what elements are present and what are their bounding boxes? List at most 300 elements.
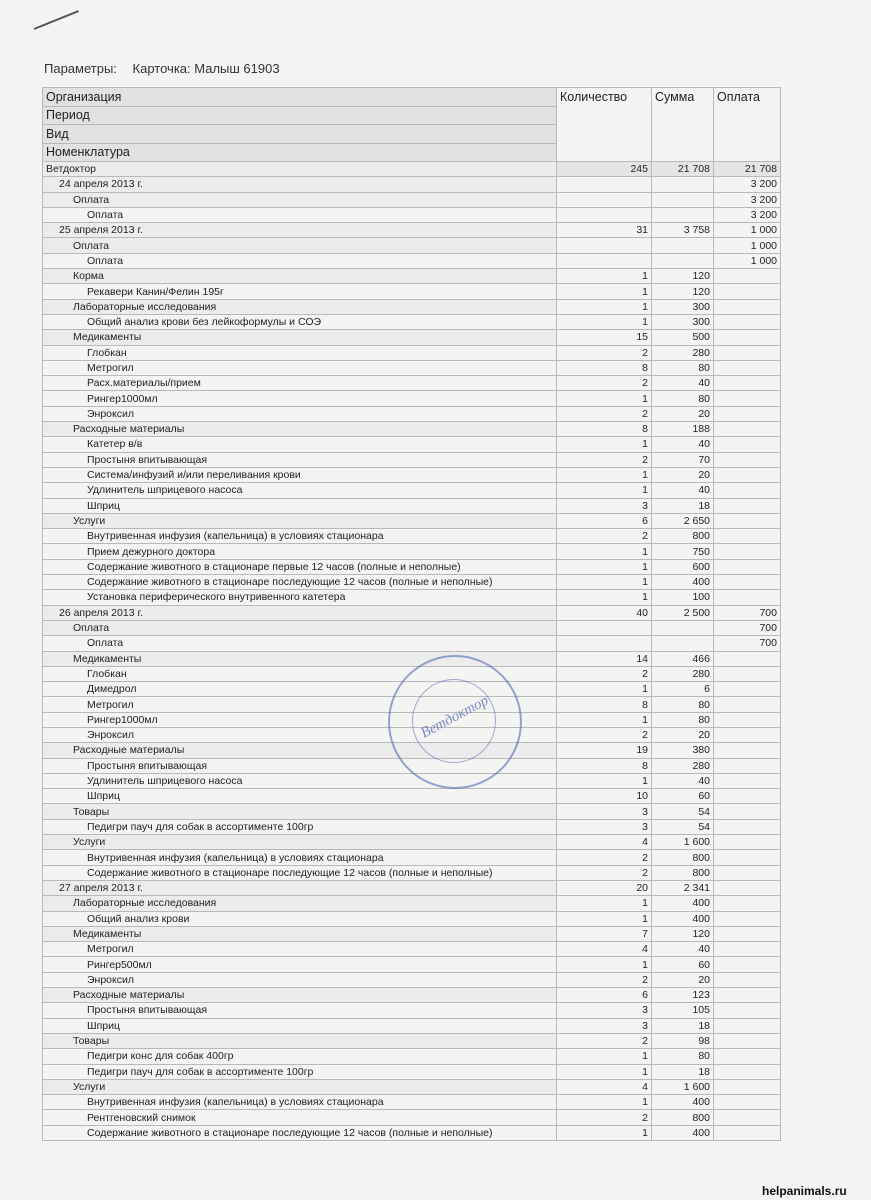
row-quantity: 1 — [557, 483, 652, 498]
group-row — [43, 422, 781, 437]
row-sum: 80 — [652, 697, 714, 712]
row-name: Оплата — [43, 253, 557, 268]
group-row — [43, 330, 781, 345]
row-sum: 20 — [652, 727, 714, 742]
row-sum: 2 500 — [652, 605, 714, 620]
row-name: Метрогил — [43, 697, 557, 712]
row-name: Глобкан — [43, 345, 557, 360]
item-row — [43, 376, 781, 391]
row-quantity: 8 — [557, 422, 652, 437]
item-row — [43, 207, 781, 222]
row-quantity: 3 — [557, 1018, 652, 1033]
row-quantity: 2 — [557, 1110, 652, 1125]
row-quantity: 1 — [557, 437, 652, 452]
row-payment — [714, 1003, 781, 1018]
item-row — [43, 1049, 781, 1064]
item-row — [43, 1095, 781, 1110]
row-payment — [714, 452, 781, 467]
item-row — [43, 452, 781, 467]
row-quantity: 1 — [557, 712, 652, 727]
row-sum: 280 — [652, 345, 714, 360]
row-name: Расходные материалы — [43, 988, 557, 1003]
row-payment: 700 — [714, 636, 781, 651]
row-quantity: 1 — [557, 269, 652, 284]
report-table — [42, 87, 781, 1141]
item-row — [43, 391, 781, 406]
row-payment — [714, 727, 781, 742]
row-payment — [714, 789, 781, 804]
group-row — [43, 162, 781, 177]
row-quantity: 1 — [557, 773, 652, 788]
item-row — [43, 1110, 781, 1125]
row-sum: 40 — [652, 942, 714, 957]
row-quantity: 10 — [557, 789, 652, 804]
row-quantity: 4 — [557, 835, 652, 850]
row-name: Оплата — [43, 238, 557, 253]
row-sum: 600 — [652, 559, 714, 574]
group-row — [43, 896, 781, 911]
row-name: Энроксил — [43, 406, 557, 421]
row-name: Метрогил — [43, 360, 557, 375]
row-quantity — [557, 253, 652, 268]
item-row — [43, 697, 781, 712]
item-row — [43, 559, 781, 574]
row-payment: 700 — [714, 605, 781, 620]
row-sum: 70 — [652, 452, 714, 467]
item-row — [43, 942, 781, 957]
row-sum: 300 — [652, 299, 714, 314]
row-name: Энроксил — [43, 972, 557, 987]
row-quantity: 1 — [557, 1064, 652, 1079]
row-sum: 3 758 — [652, 223, 714, 238]
group-row — [43, 605, 781, 620]
row-payment: 21 708 — [714, 162, 781, 177]
row-payment — [714, 666, 781, 681]
row-quantity: 3 — [557, 804, 652, 819]
row-sum — [652, 636, 714, 651]
row-quantity: 40 — [557, 605, 652, 620]
row-payment — [714, 835, 781, 850]
row-name: Содержание животного в стационаре последующие 12 часов (полные и неполные) — [43, 575, 557, 590]
row-name: Услуги — [43, 1079, 557, 1094]
row-quantity: 2 — [557, 345, 652, 360]
group-row — [43, 269, 781, 284]
item-row — [43, 483, 781, 498]
item-row — [43, 1018, 781, 1033]
item-row — [43, 284, 781, 299]
item-row — [43, 972, 781, 987]
item-row — [43, 666, 781, 681]
row-sum: 800 — [652, 1110, 714, 1125]
row-payment — [714, 498, 781, 513]
row-sum: 6 — [652, 682, 714, 697]
row-payment — [714, 406, 781, 421]
row-quantity: 2 — [557, 406, 652, 421]
row-quantity: 8 — [557, 360, 652, 375]
row-payment — [714, 697, 781, 712]
row-payment — [714, 758, 781, 773]
row-payment — [714, 575, 781, 590]
row-sum: 800 — [652, 850, 714, 865]
row-quantity: 1 — [557, 682, 652, 697]
row-payment — [714, 284, 781, 299]
row-quantity: 1 — [557, 590, 652, 605]
row-quantity: 1 — [557, 299, 652, 314]
item-row — [43, 957, 781, 972]
row-name: 27 апреля 2013 г. — [43, 880, 557, 895]
row-payment — [714, 269, 781, 284]
row-payment — [714, 1110, 781, 1125]
item-row — [43, 544, 781, 559]
row-name: Рингер1000мл — [43, 712, 557, 727]
row-quantity: 19 — [557, 743, 652, 758]
row-quantity — [557, 207, 652, 222]
item-row — [43, 253, 781, 268]
row-name: Рингер500мл — [43, 957, 557, 972]
row-payment: 700 — [714, 620, 781, 635]
row-name: Расходные материалы — [43, 422, 557, 437]
row-sum: 80 — [652, 712, 714, 727]
row-quantity: 4 — [557, 1079, 652, 1094]
row-quantity — [557, 238, 652, 253]
row-name: 26 апреля 2013 г. — [43, 605, 557, 620]
row-sum: 2 650 — [652, 513, 714, 528]
row-payment — [714, 1049, 781, 1064]
row-payment — [714, 1033, 781, 1048]
group-row — [43, 299, 781, 314]
row-quantity — [557, 192, 652, 207]
item-row — [43, 865, 781, 880]
row-name: Содержание животного в стационаре последующие 12 часов (полные и неполные) — [43, 1125, 557, 1140]
row-payment — [714, 314, 781, 329]
row-name: Шприц — [43, 498, 557, 513]
stamp-text: Ветдоктор — [418, 692, 492, 742]
group-row — [43, 620, 781, 635]
row-payment: 3 200 — [714, 177, 781, 192]
row-payment — [714, 467, 781, 482]
item-row — [43, 575, 781, 590]
row-payment — [714, 942, 781, 957]
row-quantity: 15 — [557, 330, 652, 345]
row-name: 25 апреля 2013 г. — [43, 223, 557, 238]
item-row — [43, 712, 781, 727]
params-label: Параметры: — [44, 61, 117, 76]
item-row — [43, 406, 781, 421]
header-quantity: Количество — [557, 88, 652, 162]
row-payment — [714, 437, 781, 452]
row-quantity: 1 — [557, 559, 652, 574]
row-name: Простыня впитывающая — [43, 1003, 557, 1018]
row-payment — [714, 988, 781, 1003]
row-payment: 3 200 — [714, 207, 781, 222]
row-name: Лабораторные исследования — [43, 299, 557, 314]
row-payment — [714, 376, 781, 391]
row-name: Оплата — [43, 207, 557, 222]
row-quantity: 1 — [557, 284, 652, 299]
group-row — [43, 513, 781, 528]
row-payment — [714, 972, 781, 987]
row-quantity — [557, 177, 652, 192]
item-row — [43, 467, 781, 482]
row-name: Глобкан — [43, 666, 557, 681]
row-name: Метрогил — [43, 942, 557, 957]
row-payment — [714, 544, 781, 559]
row-payment — [714, 1064, 781, 1079]
row-payment — [714, 880, 781, 895]
row-name: Ветдоктор — [43, 162, 557, 177]
row-name: Оплата — [43, 192, 557, 207]
row-name: Простыня впитывающая — [43, 452, 557, 467]
row-quantity: 1 — [557, 911, 652, 926]
row-payment — [714, 391, 781, 406]
row-sum: 80 — [652, 391, 714, 406]
row-quantity: 1 — [557, 575, 652, 590]
row-sum — [652, 238, 714, 253]
row-name: Товары — [43, 804, 557, 819]
row-quantity: 31 — [557, 223, 652, 238]
row-sum: 500 — [652, 330, 714, 345]
row-sum: 40 — [652, 376, 714, 391]
row-sum: 20 — [652, 972, 714, 987]
row-sum: 20 — [652, 467, 714, 482]
row-payment — [714, 743, 781, 758]
row-quantity: 3 — [557, 498, 652, 513]
group-row — [43, 988, 781, 1003]
row-sum: 20 — [652, 406, 714, 421]
params-value: Карточка: Малыш 61903 — [132, 61, 280, 76]
row-sum: 54 — [652, 819, 714, 834]
row-quantity: 7 — [557, 926, 652, 941]
row-sum: 40 — [652, 773, 714, 788]
row-payment: 1 000 — [714, 238, 781, 253]
row-payment — [714, 865, 781, 880]
item-row — [43, 1003, 781, 1018]
row-payment — [714, 360, 781, 375]
row-sum: 100 — [652, 590, 714, 605]
row-payment — [714, 773, 781, 788]
pen-stroke-mark — [34, 10, 79, 30]
row-sum: 21 708 — [652, 162, 714, 177]
group-row — [43, 743, 781, 758]
header-nomenclature: Номенклатура — [43, 143, 557, 162]
row-quantity: 2 — [557, 865, 652, 880]
row-payment — [714, 483, 781, 498]
row-quantity: 2 — [557, 376, 652, 391]
row-name: Корма — [43, 269, 557, 284]
row-sum: 280 — [652, 758, 714, 773]
row-name: Педигри пауч для собак в ассортименте 100гр — [43, 1064, 557, 1079]
row-sum: 300 — [652, 314, 714, 329]
item-row — [43, 850, 781, 865]
row-payment — [714, 590, 781, 605]
row-name: Педигри конс для собак 400гр — [43, 1049, 557, 1064]
group-row — [43, 835, 781, 850]
row-name: Услуги — [43, 513, 557, 528]
group-row — [43, 880, 781, 895]
row-sum — [652, 253, 714, 268]
row-quantity: 1 — [557, 391, 652, 406]
row-payment — [714, 651, 781, 666]
row-sum — [652, 620, 714, 635]
item-row — [43, 1125, 781, 1140]
row-quantity: 8 — [557, 758, 652, 773]
row-name: Внутривенная инфузия (капельница) в условиях стационара — [43, 529, 557, 544]
row-name: Общий анализ крови — [43, 911, 557, 926]
row-quantity: 2 — [557, 452, 652, 467]
row-name: Рекавери Канин/Фелин 195г — [43, 284, 557, 299]
row-name: Внутривенная инфузия (капельница) в условиях стационара — [43, 850, 557, 865]
row-name: Общий анализ крови без лейкоформулы и СОЭ — [43, 314, 557, 329]
row-name: Рентгеновский снимок — [43, 1110, 557, 1125]
header-organization: Организация — [43, 88, 557, 107]
group-row — [43, 926, 781, 941]
row-sum: 188 — [652, 422, 714, 437]
row-payment — [714, 804, 781, 819]
group-row — [43, 804, 781, 819]
row-quantity: 2 — [557, 727, 652, 742]
item-row — [43, 498, 781, 513]
item-row — [43, 529, 781, 544]
row-quantity: 1 — [557, 957, 652, 972]
row-sum: 800 — [652, 529, 714, 544]
group-row — [43, 177, 781, 192]
item-row — [43, 314, 781, 329]
row-sum: 280 — [652, 666, 714, 681]
row-payment — [714, 559, 781, 574]
row-payment — [714, 850, 781, 865]
row-payment — [714, 529, 781, 544]
row-payment — [714, 712, 781, 727]
row-sum: 105 — [652, 1003, 714, 1018]
row-quantity: 245 — [557, 162, 652, 177]
row-sum: 466 — [652, 651, 714, 666]
row-quantity: 1 — [557, 544, 652, 559]
row-payment: 1 000 — [714, 223, 781, 238]
row-quantity — [557, 636, 652, 651]
item-row — [43, 590, 781, 605]
item-row — [43, 1064, 781, 1079]
row-name: Расх.материалы/прием — [43, 376, 557, 391]
item-row — [43, 819, 781, 834]
row-quantity: 1 — [557, 467, 652, 482]
row-payment — [714, 926, 781, 941]
row-sum: 98 — [652, 1033, 714, 1048]
row-payment — [714, 911, 781, 926]
row-name: Димедрол — [43, 682, 557, 697]
row-sum: 18 — [652, 1064, 714, 1079]
report-body — [43, 88, 781, 1141]
row-quantity: 3 — [557, 1003, 652, 1018]
row-name: Расходные материалы — [43, 743, 557, 758]
row-payment — [714, 1095, 781, 1110]
row-name: Содержание животного в стационаре первые 12 часов (полные и неполные) — [43, 559, 557, 574]
row-name: Содержание животного в стационаре последующие 12 часов (полные и неполные) — [43, 865, 557, 880]
row-name: Педигри пауч для собак в ассортименте 100гр — [43, 819, 557, 834]
row-name: Оплата — [43, 636, 557, 651]
row-quantity: 4 — [557, 942, 652, 957]
row-quantity: 6 — [557, 988, 652, 1003]
row-sum: 120 — [652, 269, 714, 284]
row-quantity: 2 — [557, 666, 652, 681]
row-payment — [714, 299, 781, 314]
item-row — [43, 789, 781, 804]
row-quantity: 2 — [557, 972, 652, 987]
row-name: Прием дежурного доктора — [43, 544, 557, 559]
row-payment — [714, 345, 781, 360]
row-payment — [714, 896, 781, 911]
item-row — [43, 758, 781, 773]
row-name: Оплата — [43, 620, 557, 635]
item-row — [43, 911, 781, 926]
row-sum: 400 — [652, 575, 714, 590]
row-sum: 18 — [652, 498, 714, 513]
row-sum — [652, 177, 714, 192]
row-quantity: 1 — [557, 1049, 652, 1064]
row-payment: 3 200 — [714, 192, 781, 207]
row-sum: 120 — [652, 284, 714, 299]
row-name: Товары — [43, 1033, 557, 1048]
row-name: 24 апреля 2013 г. — [43, 177, 557, 192]
row-sum — [652, 207, 714, 222]
row-name: Медикаменты — [43, 330, 557, 345]
row-payment — [714, 330, 781, 345]
row-name: Энроксил — [43, 727, 557, 742]
row-payment — [714, 682, 781, 697]
item-row — [43, 437, 781, 452]
row-sum: 400 — [652, 1125, 714, 1140]
header-period: Период — [43, 106, 557, 125]
row-payment — [714, 1079, 781, 1094]
row-sum: 400 — [652, 911, 714, 926]
item-row — [43, 636, 781, 651]
row-sum: 60 — [652, 789, 714, 804]
row-quantity: 1 — [557, 896, 652, 911]
row-quantity: 2 — [557, 1033, 652, 1048]
row-sum: 54 — [652, 804, 714, 819]
row-quantity: 1 — [557, 314, 652, 329]
row-sum: 1 600 — [652, 1079, 714, 1094]
row-sum: 400 — [652, 1095, 714, 1110]
row-sum: 40 — [652, 483, 714, 498]
row-sum: 1 600 — [652, 835, 714, 850]
group-row — [43, 651, 781, 666]
row-payment — [714, 819, 781, 834]
group-row — [43, 238, 781, 253]
header-type: Вид — [43, 125, 557, 144]
row-sum: 380 — [652, 743, 714, 758]
row-name: Рингер1000мл — [43, 391, 557, 406]
row-quantity — [557, 620, 652, 635]
site-watermark: helpanimals.ru — [762, 1184, 847, 1198]
row-payment — [714, 422, 781, 437]
row-sum: 123 — [652, 988, 714, 1003]
row-payment — [714, 513, 781, 528]
row-payment: 1 000 — [714, 253, 781, 268]
row-name: Катетер в/в — [43, 437, 557, 452]
row-sum: 750 — [652, 544, 714, 559]
row-sum: 60 — [652, 957, 714, 972]
row-name: Внутривенная инфузия (капельница) в условиях стационара — [43, 1095, 557, 1110]
row-name: Удлинитель шприцевого насоса — [43, 483, 557, 498]
row-sum: 18 — [652, 1018, 714, 1033]
header-row-organization — [43, 88, 781, 107]
row-quantity: 1 — [557, 1095, 652, 1110]
row-quantity: 1 — [557, 1125, 652, 1140]
row-quantity: 3 — [557, 819, 652, 834]
group-row — [43, 192, 781, 207]
row-name: Шприц — [43, 789, 557, 804]
row-name: Лабораторные исследования — [43, 896, 557, 911]
